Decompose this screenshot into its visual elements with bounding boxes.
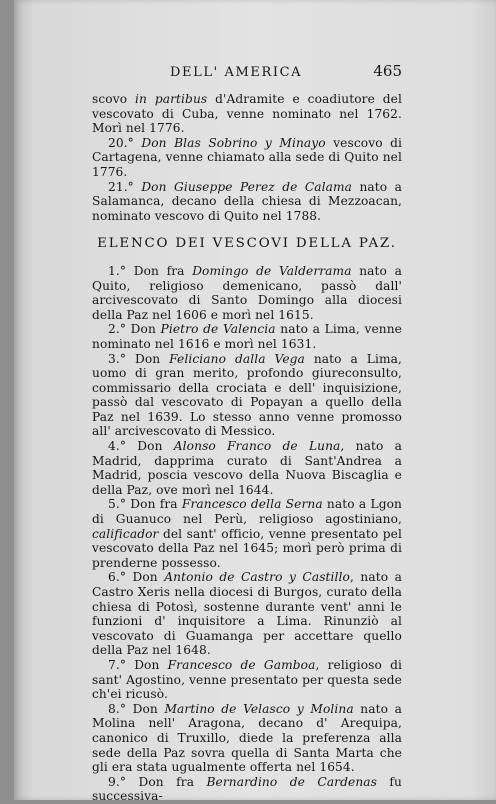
entry-paragraph [92,658,402,702]
entry-number: 20.° [108,135,134,150]
page-text-block [92,64,402,804]
page-number: 465 [373,62,402,80]
section-title: ELENCO DEI VESCOVI DELLA PAZ. [97,236,397,252]
entry-paragraph [92,136,402,180]
entry-number: 6.° [108,570,127,585]
entry-name: Don Blas Sobrino y Minayo [141,135,326,150]
entry-paragraph [92,180,402,224]
continuation-paragraph: scovo in partibus d'Adramite e coadiutore del vescovato di Cuba, venne nominato nel 1762. Morì nel 1776. [92,92,402,136]
running-title: DELL' AMERICA [170,65,303,80]
entry-paragraph [92,497,402,570]
entry-text: Don fra Domingo de Valderrama nato a Quito, religioso demenicano, passò dall' arcivescovato di Santo Domingo alla diocesi della Paz nel 1606 e morì nel 1615. [92,263,403,322]
entry-text: vescovo di Cartagena, venne chiamato alla sede di Quito nel 1776. [92,135,402,179]
entry-text: Don Pietro de Valencia nato a Lima, venne nominato nel 1616 e morì nel 1631. [92,322,402,351]
entry-text: Don Martino de Velasco y Molina nato a Molina nell' Aragona, decano d' Arequipa, canonico di Truxillo, diede la preferenza alla sede della Paz sovra quella di Santa Marta che gli era stata ugualmente offerta nel 1654. [92,701,402,775]
entry-number: 8.° [108,701,127,716]
entry-number: 7.° [108,657,127,672]
entry-paragraph [92,352,402,440]
entry-text: Don Feliciano dalla Vega nato a Lima, uomo di gran merito, profondo giureconsulto, commissario della crociata e dell' inquisizione, passò dal vescovato di Popayan a quello della Paz nel 1639. Lo stesso anno venne promosso all' arcivescovato di Messico. [92,351,402,439]
entry-paragraph [92,439,402,497]
entry-paragraph [92,570,402,658]
entry-number: 5.° [108,497,127,512]
entry-number: 1.° [108,263,127,278]
book-page [14,0,496,804]
entry-text: Don fra Francesco della Serna nato a Lgon di Guanuco nel Perù, religioso agostiniano, calificador del sant' officio, venne presentato pel vescovato della Paz nel 1645; morì però prima di prenderne possesso. [92,497,402,570]
entry-number: 21.° [108,179,134,194]
entry-number: 9.° [108,774,127,789]
entry-name: Don Giuseppe Perez de Calama [141,179,353,194]
entry-text: nato a Salamanca, decano della chiesa di Mezzoacan, nominato vescovo di Quito nel 1788. [92,179,402,223]
entry-number: 2.° [108,322,127,337]
running-header [92,64,402,92]
entry-text: Don Antonio de Castro y Castillo, nato a Castro Xeris nella diocesi di Burgos, curato della chiesa di Potosì, sostenne durante vent' anni le funzioni d' inquisitore a Lima. Rinunziò al vescovato di Guamanga per accettare quello della Paz nel 1648. [92,570,402,658]
entry-text: Don Alonso Franco de Luna, nato a Madrid, dapprima curato di Sant'Andrea a Madrid, poscia vescovo della Nuova Biscaglia e della Paz, ove morì nel 1644. [92,439,402,497]
entry-text: Don Francesco de Gamboa, religioso di sant' Agostino, venne presentato per questa sede ch'ei ricusò. [92,657,402,702]
entry-number: 4.° [108,439,127,454]
entry-paragraph [92,264,402,322]
entry-paragraph [92,702,402,775]
entry-paragraph [92,322,402,351]
entry-number: 3.° [108,351,127,366]
entry-text: Don fra Bernardino de Cardenas fu successiva- [92,774,402,804]
